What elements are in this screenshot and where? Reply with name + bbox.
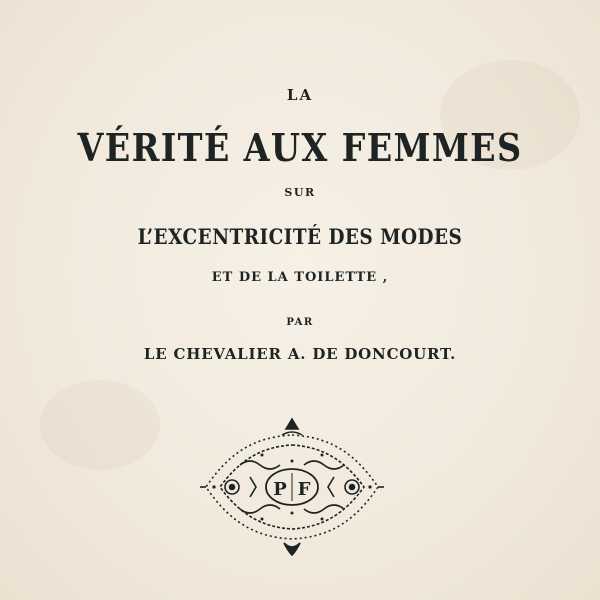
book-title: VÉRITÉ AUX FEMMES [77, 125, 523, 170]
printer-device-icon [0, 415, 600, 565]
monogram-right: F [297, 479, 311, 500]
author-name: LE CHEVALIER A. DE DONCOURT. [143, 345, 457, 363]
monogram-left: P [273, 479, 287, 500]
title-article: LA [286, 86, 314, 104]
byline-connector: PAR [286, 317, 314, 328]
book-subtitle-continued: ET DE LA TOILETTE , [211, 270, 389, 285]
book-subtitle: L’EXCENTRICITÉ DES MODES [137, 224, 463, 249]
title-connector: SUR [284, 186, 316, 199]
